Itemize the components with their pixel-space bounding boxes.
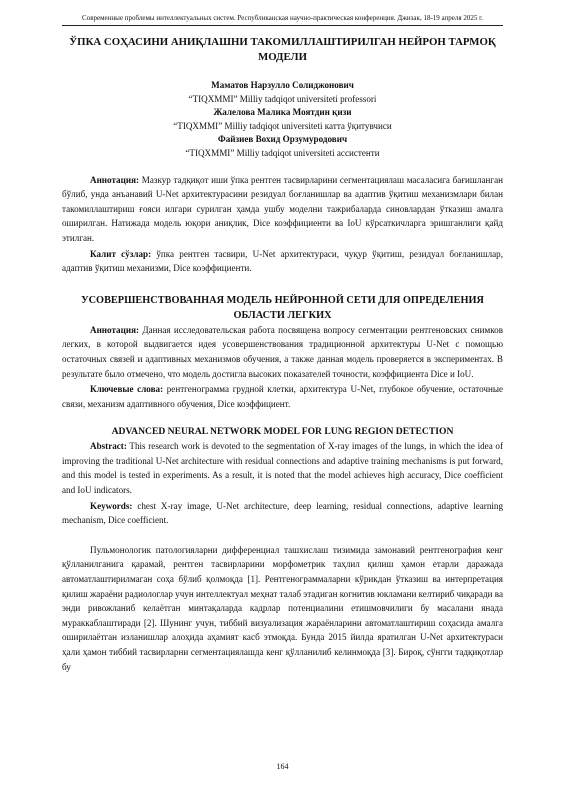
abstract-label: Аннотация: <box>90 324 140 335</box>
abstract-text: This research work is devoted to the segmentation of X-ray images of the lungs, in which the idea of improving the traditional U-Net architecture with residual connections and adaptive training mechanisms is put forward, and this model is tested in experiments. As a result, it is noted that the model achieves high accuracy, Dice coefficient and IoU indicators. <box>62 441 503 496</box>
author-name: Жалелова Малика Моятдин қизи <box>213 107 352 118</box>
author-affiliation: “TIQXMMI” Milliy tadqiqot universiteti катта ўқитувчиси <box>173 120 392 131</box>
body-paragraph: Пульмонологик патологияларни дифференциал ташхислаш тизимида замонавий рентгенография кенг қўлланилганига қарамай, рентген тасвирларини морфометрик таҳлил қилиш ҳамон етарли даражада автоматлаштирилмаган соҳа бўлиб қолмоқда [1]. Рентгенограммаларни кўрикдан ўтказиш ва интерпретация қилиш жараёни радиологлар учун интеллектуал меҳнат талаб этадиган когнитив юкламани келтириб чиқаради ва энди ривожланиб келаётган минтақаларда кадрлар потенциалини етишмовчилиги бу масалани янада мураккаблаштиради [2]. Шунинг учун, тиббий визуализация жараёнларини автоматлаштириш соҳасида амалга оширилаётган изланишлар алоҳида аҳамият касб этмоқда. Бунда 2015 йилда яратилган U-Net архитектураси ҳали ҳамон тиббий тасвирларни сегментациялашда кенг қўлланилиб келинмоқда [3]. Бироқ, сўнгги тадқиқотлар бу <box>62 544 503 672</box>
keywords-russian <box>62 382 503 411</box>
author-affiliation: “TIQXMMI” Milliy tadqiqot universiteti professori <box>188 93 377 104</box>
keywords-text: рентгенограмма грудной клетки, архитектура U-Net, глубокое обучение, остаточные связи, механизм адаптивного обучения, Dice коэффициент. <box>62 384 503 409</box>
keywords-english <box>62 499 503 528</box>
keywords-uzbek <box>62 247 503 276</box>
abstract-russian <box>62 323 503 381</box>
paper-title-russian: УСОВЕРШЕНСТВОВАННАЯ МОДЕЛЬ НЕЙРОННОЙ СЕТИ ДЛЯ ОПРЕДЕЛЕНИЯ ОБЛАСТИ ЛЕГКИХ <box>81 294 484 321</box>
author-block <box>62 79 503 161</box>
author-name: Маматов Нарзулло Солиджонович <box>211 80 354 90</box>
page-number: 164 <box>276 762 289 771</box>
author-affiliation: “TIQXMMI” Milliy tadqiqot universiteti ассистенти <box>185 147 380 158</box>
abstract-text: Данная исследовательская работа посвящена вопросу сегментации рентгеновских снимков легких, в которой выдвигается идея усовершенствования традиционной архитектуры U-Net с помощью остаточных связей и адаптивных механизмов обучения, а также данная модель проверяется в экспериментах. В результате было отмечено, что модель достигла высоких показателей точности, коэффициента Dice и IoU. <box>62 324 503 379</box>
abstract-label: Abstract: <box>90 441 127 452</box>
paper-title-english: ADVANCED NEURAL NETWORK MODEL FOR LUNG REGION DETECTION <box>111 426 454 438</box>
running-header: Современные проблемы интеллектуальных систем. Республиканская научно-практическая конференция. Джизак, 18-19 апреля 2025 г. <box>62 10 503 26</box>
paper-page <box>62 10 503 674</box>
abstract-text: Мазкур тадқиқот иши ўпка рентген тасвирларини сегментациялаш масаласига бағишланган бўлиб, унда анъанавий U-Net архитектурасини резидуал боғланишлар ва адаптив ўқитиш механизмлари билан такомиллаштириш ғояси илгари сурилган ҳамда ушбу моделни тажрибаларда синовлардан ўтказиш амалга оширилган. Натижада модель юқори аниқлик, Dice коэффициенти ва IoU кўрсаткичларга эришганлиги қайд этилган. <box>62 174 503 243</box>
author-name: Файзиев Вохид Орзумуродович <box>217 134 348 145</box>
keywords-label: Ключевые слова: <box>90 384 164 395</box>
paper-title-uzbek: ЎПКА СОҲАСИНИ АНИҚЛАШНИ ТАКОМИЛЛАШТИРИЛГАН НЕЙРОН ТАРМОҚ МОДЕЛИ <box>69 36 496 63</box>
abstract-english <box>62 439 503 497</box>
abstract-uzbek <box>62 173 503 246</box>
keywords-text: chest X-ray image, U-Net architecture, deep learning, residual connections, adaptive learning mechanism, Dice coefficient. <box>62 500 503 526</box>
abstract-label: Аннотация: <box>90 174 140 185</box>
keywords-label: Калит сўзлар: <box>90 248 152 259</box>
keywords-label: Keywords: <box>90 500 133 511</box>
keywords-text: ўпка рентген тасвири, U-Net архитектураси, чуқур ўқитиш, резидуал боғланишлар, адаптив ўқитиш механизми, Dice коэффициенти. <box>62 248 504 274</box>
